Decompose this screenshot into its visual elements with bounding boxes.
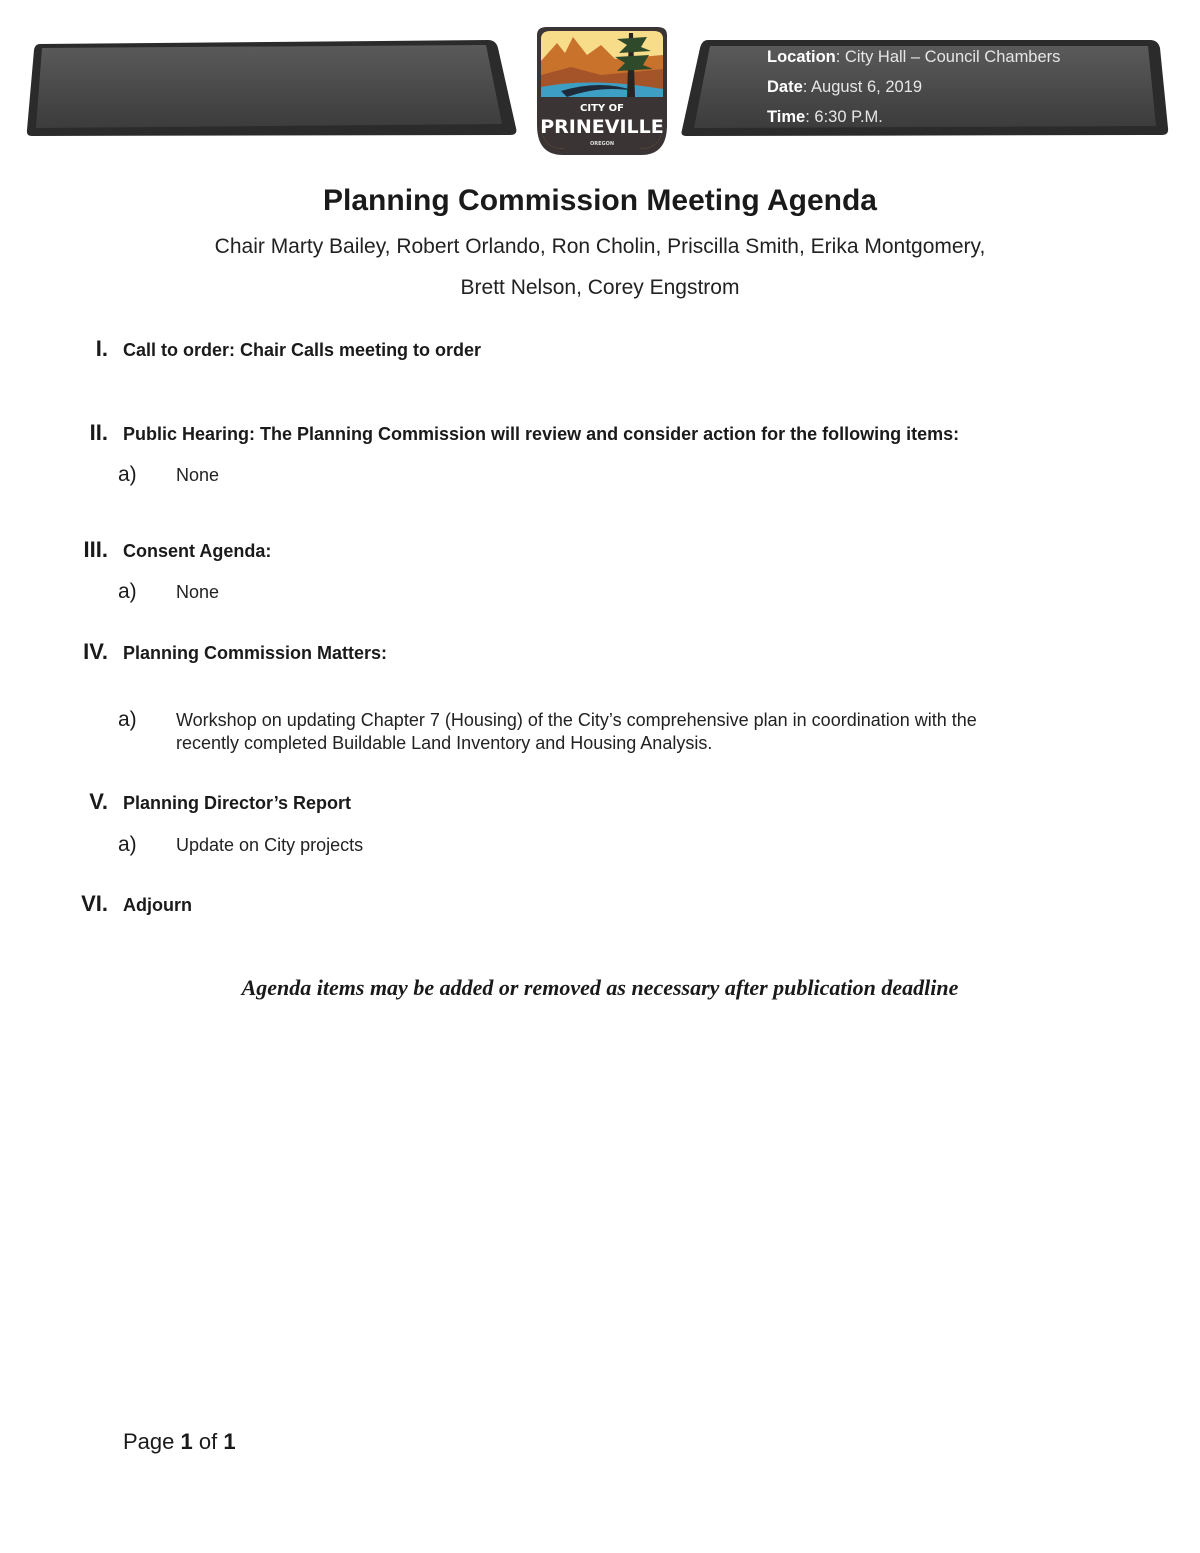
section-number-3: III.: [83, 537, 108, 562]
commission-members: [140, 226, 1060, 308]
members-line-2: Brett Nelson, Corey Engstrom: [460, 276, 740, 299]
logo-text-prineville: PRINEVILLE: [540, 116, 664, 138]
item-letter: a): [118, 833, 137, 856]
logo-text-oregon: OREGON: [589, 141, 615, 147]
section-title-call-to-order: Call to order: Chair Calls meeting to order: [123, 340, 482, 360]
header-banner-left: [26, 38, 528, 136]
item-letter: a): [118, 463, 137, 486]
item-text: None: [176, 582, 220, 602]
city-of-prineville-logo: [531, 25, 673, 157]
members-line-1: Chair Marty Bailey, Robert Orlando, Ron Cholin, Priscilla Smith, Erika Montgomery,: [214, 235, 986, 258]
item-letter: a): [118, 708, 137, 731]
item-text-line-2: recently completed Buildable Land Inventory and Housing Analysis.: [176, 733, 713, 753]
item-text: Update on City projects: [176, 835, 364, 855]
item-letter: a): [118, 580, 137, 603]
section-number-4: IV.: [83, 639, 108, 664]
section-title-public-hearing: Public Hearing: The Planning Commission will review and consider action for the following items:: [123, 424, 960, 444]
meeting-date: Date: August 6, 2019: [767, 78, 923, 96]
page-title: Planning Commission Meeting Agenda: [323, 184, 877, 217]
item-text-line-1: Workshop on updating Chapter 7 (Housing) of the City’s comprehensive plan in coordination with the: [176, 710, 977, 730]
section-title-commission-matters: Planning Commission Matters:: [123, 643, 388, 663]
meeting-details: [767, 46, 1060, 136]
section-number-6: VI.: [81, 891, 108, 916]
item-text: None: [176, 465, 220, 485]
meeting-time: Time: 6:30 P.M.: [767, 108, 883, 126]
section-title-consent-agenda: Consent Agenda:: [123, 541, 272, 561]
item-text: [176, 709, 1076, 755]
section-number-5: V.: [89, 789, 108, 814]
section-number-2: II.: [89, 420, 108, 445]
section-title-directors-report: Planning Director’s Report: [123, 793, 352, 813]
logo-text-city-of: CITY OF: [580, 103, 624, 114]
section-title-adjourn: Adjourn: [123, 895, 192, 915]
meeting-location: Location: City Hall – Council Chambers: [767, 48, 1061, 66]
page-number: Page 1 of 1: [123, 1429, 236, 1454]
agenda-notice: Agenda items may be added or removed as necessary after publication deadline: [241, 975, 959, 1000]
section-number-1: I.: [95, 336, 108, 361]
